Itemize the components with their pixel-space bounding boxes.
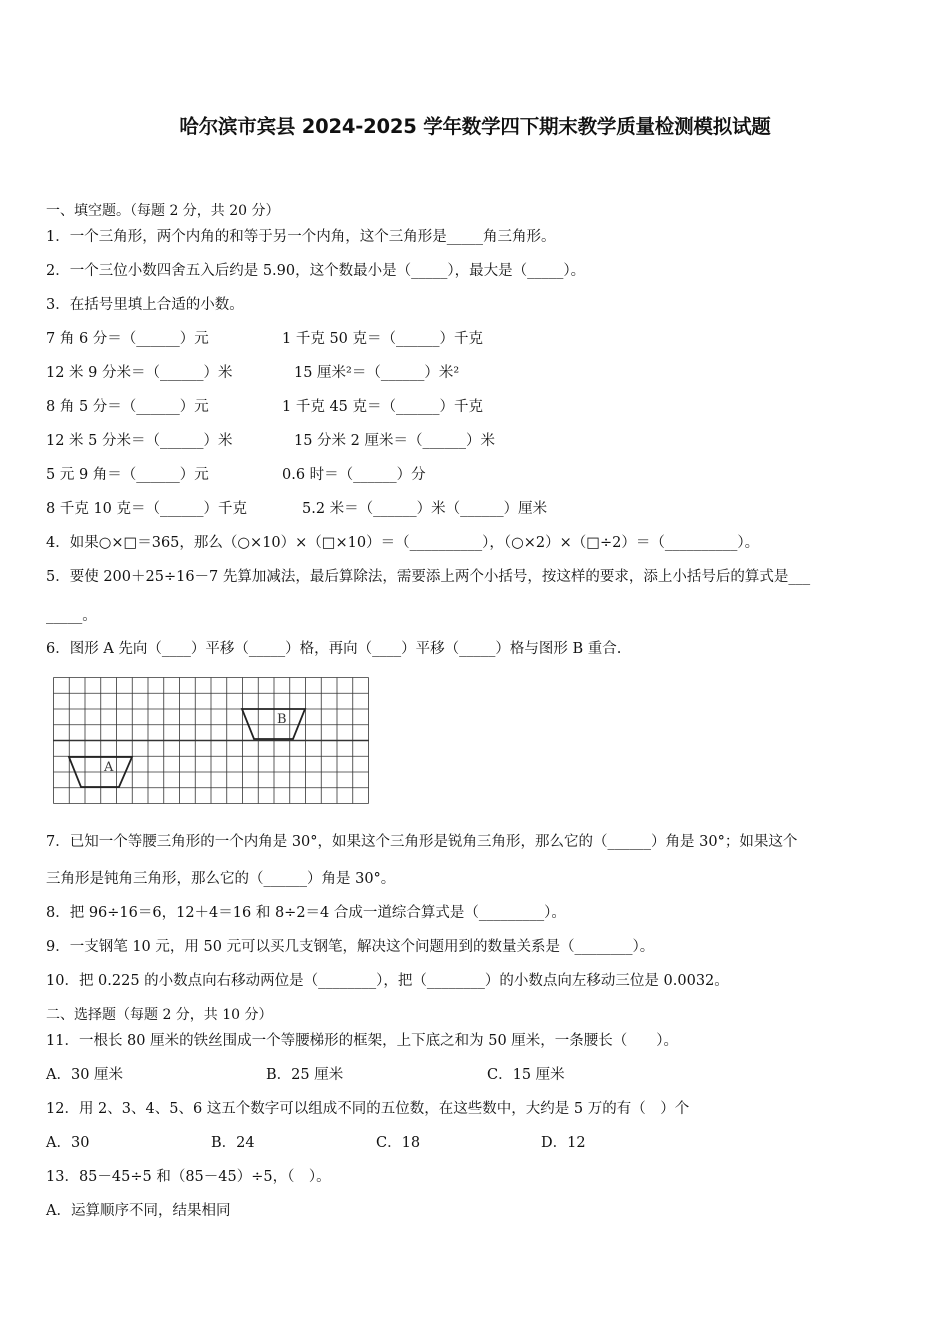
question-10: 10．把 0.225 的小数点向右移动两位是（________），把（________）的小数点向左移动三位是 0.0032。 xyxy=(46,973,729,989)
conversion-item: 12 米 9 分米＝（______）米 xyxy=(46,365,233,381)
option-c[interactable]: C．18 xyxy=(376,1135,421,1151)
question-7: 7．已知一个等腰三角形的一个内角是 30°，如果这个三角形是锐角三角形，那么它的（______）角是 30°；如果这个 xyxy=(46,834,798,850)
option-a[interactable]: A．运算顺序不同，结果相同 xyxy=(46,1203,231,1219)
question-9: 9．一支钢笔 10 元，用 50 元可以买几支钢笔，解决这个问题用到的数量关系是（________）。 xyxy=(46,939,655,955)
conversion-item: 8 千克 10 克＝（______）千克 xyxy=(46,501,248,517)
conversion-item: 12 米 5 分米＝（______）米 xyxy=(46,433,233,449)
label-b: B xyxy=(277,712,287,727)
question-5-continued: _____。 xyxy=(46,608,97,624)
question-13: 13．85－45÷5 和（85－45）÷5，（ ）。 xyxy=(46,1169,331,1185)
question-3: 3．在括号里填上合适的小数。 xyxy=(46,297,244,313)
question-12: 12．用 2、3、4、5、6 这五个数字可以组成不同的五位数，在这些数中，大约是 5 万的有（ ）个 xyxy=(46,1101,690,1117)
page-title: 哈尔滨市宾县 2024-2025 学年数学四下期末教学质量检测模拟试题 xyxy=(179,115,771,138)
conversion-item: 1 千克 45 克＝（______）千克 xyxy=(282,399,484,415)
label-a: A xyxy=(104,760,114,775)
conversion-item: 15 厘米²＝（______）米² xyxy=(294,365,460,381)
option-a[interactable]: A．30 xyxy=(46,1135,90,1151)
conversion-item: 5.2 米＝（______）米（______）厘米 xyxy=(302,501,548,517)
option-b[interactable]: B．25 厘米 xyxy=(266,1067,344,1083)
conversion-item: 8 角 5 分＝（______）元 xyxy=(46,399,209,415)
option-d[interactable]: D．12 xyxy=(541,1135,586,1151)
question-1: 1．一个三角形，两个内角的和等于另一个内角，这个三角形是_____角三角形。 xyxy=(46,229,556,245)
conversion-item: 0.6 时＝（______）分 xyxy=(282,467,426,483)
question-2: 2．一个三位小数四舍五入后约是 5.90，这个数最小是（_____），最大是（_____）。 xyxy=(46,263,586,279)
question-5: 5．要使 200＋25÷16－7 先算加减法，最后算除法，需要添上两个小括号，按这样的要求，添上小括号后的算式是___ xyxy=(46,569,811,585)
option-b[interactable]: B．24 xyxy=(211,1135,255,1151)
conversion-item: 5 元 9 角＝（______）元 xyxy=(46,467,209,483)
conversion-item: 1 千克 50 克＝（______）千克 xyxy=(282,331,484,347)
conversion-item: 15 分米 2 厘米＝（______）米 xyxy=(294,433,496,449)
question-6: 6．图形 A 先向（____）平移（_____）格，再向（____）平移（_____）格与图形 B 重合. xyxy=(46,641,622,657)
question-11: 11．一根长 80 厘米的铁丝围成一个等腰梯形的框架，上下底之和为 50 厘米，一条腰长（ ）。 xyxy=(46,1033,679,1049)
question-4: 4．如果○×□＝365，那么（○×10）×（□×10）＝（__________），（○×2）×（□÷2）＝（__________）。 xyxy=(46,535,760,551)
question-8: 8．把 96÷16＝6，12＋4＝16 和 8÷2＝4 合成一道综合算式是（_________）。 xyxy=(46,905,566,921)
shape-b xyxy=(242,709,305,739)
grid-figure xyxy=(53,677,369,805)
section-heading: 二、选择题（每题 2 分，共 10 分） xyxy=(46,1007,273,1023)
question-7-continued: 三角形是钝角三角形，那么它的（______）角是 30°。 xyxy=(46,871,396,887)
option-a[interactable]: A．30 厘米 xyxy=(46,1067,124,1083)
option-c[interactable]: C．15 厘米 xyxy=(487,1067,565,1083)
conversion-item: 7 角 6 分＝（______）元 xyxy=(46,331,209,347)
section-heading: 一、填空题。（每题 2 分，共 20 分） xyxy=(46,203,280,219)
